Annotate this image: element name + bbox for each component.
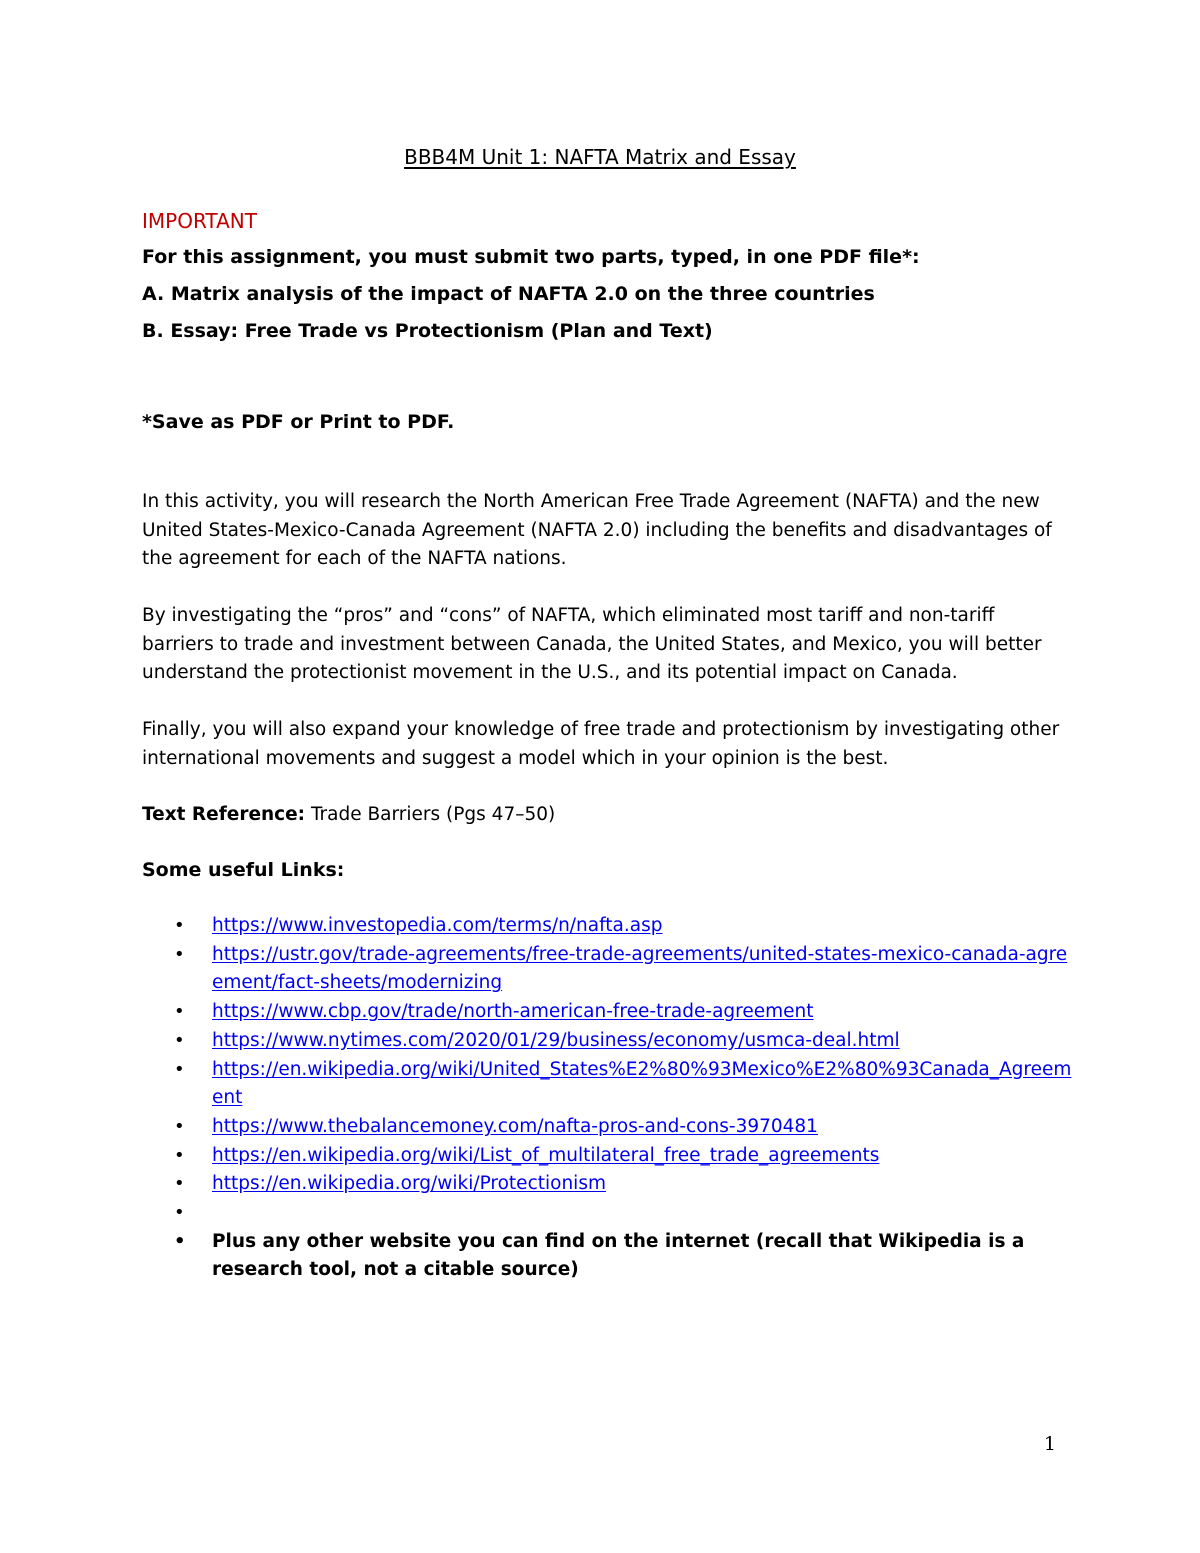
bullet-icon: • <box>174 1173 185 1195</box>
links-heading: Some useful Links: <box>142 859 345 881</box>
text-reference-value: Trade Barriers (Pgs 47–50) <box>305 804 556 825</box>
text-reference <box>142 802 555 828</box>
list-item <box>0 1113 1072 1142</box>
finally-paragraph: Finally, you will also expand your knowledge of free trade and protectionism by investigating other international movements and suggest a model which in your opinion is the best. <box>142 719 1060 769</box>
list-item <box>0 941 1072 998</box>
list-item-final <box>0 1228 1072 1285</box>
link-cbp[interactable]: https://www.cbp.gov/trade/north-american-free-trade-agreement <box>212 1001 814 1023</box>
link-wikipedia-protectionism[interactable]: https://en.wikipedia.org/wiki/Protectionism <box>212 1173 606 1195</box>
bullet-icon: • <box>174 915 185 936</box>
instruction-part-a: A. Matrix analysis of the impact of NAFTA 2.0 on the three countries <box>142 283 875 305</box>
important-label: IMPORTANT <box>142 209 257 233</box>
link-thebalancemoney[interactable]: https://www.thebalancemoney.com/nafta-pros-and-cons-3970481 <box>212 1115 818 1137</box>
bullet-icon: • <box>174 943 185 965</box>
bullet-icon: • <box>174 1001 185 1023</box>
document-title: BBB4M Unit 1: NAFTA Matrix and Essay <box>404 145 796 169</box>
list-item <box>0 912 1072 941</box>
bullet-icon: • <box>174 1202 185 1224</box>
bullet-icon: • <box>174 1144 185 1166</box>
link-nytimes[interactable]: https://www.nytimes.com/2020/01/29/business/economy/usmca-deal.html <box>212 1029 900 1051</box>
list-item <box>0 998 1072 1027</box>
list-item <box>0 1056 1072 1113</box>
list-item <box>0 1142 1072 1171</box>
instruction-part-b: B. Essay: Free Trade vs Protectionism (Plan and Text) <box>142 320 713 342</box>
intro-paragraph: In this activity, you will research the North American Free Trade Agreement (NAFTA) and the new United States-Mexico-Canada Agreement (NAFTA 2.0) including the benefits and disadvantages of the agreement for each of the NAFTA nations. <box>142 491 1052 569</box>
pros-cons-paragraph: By investigating the “pros” and “cons” of NAFTA, which eliminated most tariff and non-tariff barriers to trade and investment between Canada, the United States, and Mexico, you will better understand the protectionist movement in the U.S., and its potential impact on Canada. <box>142 605 1042 683</box>
link-wikipedia-usmca[interactable]: https://en.wikipedia.org/wiki/United_States%E2%80%93Mexico%E2%80%93Canada_Agreement <box>212 1058 1072 1109</box>
save-note: *Save as PDF or Print to PDF. <box>142 411 455 433</box>
text-reference-label: Text Reference: <box>142 804 306 825</box>
final-bullet-text: Plus any other website you can find on the internet (recall that Wikipedia is a research tool, not a citable source) <box>212 1230 1025 1281</box>
list-item <box>0 1027 1072 1056</box>
link-investopedia[interactable]: https://www.investopedia.com/terms/n/nafta.asp <box>212 915 663 936</box>
link-wikipedia-multilateral[interactable]: https://en.wikipedia.org/wiki/List_of_multilateral_free_trade_agreements <box>212 1144 880 1166</box>
bullet-icon: • <box>174 1058 185 1080</box>
link-ustr[interactable]: https://ustr.gov/trade-agreements/free-trade-agreements/united-states-mexico-canada-agreement/fact-sheets/modernizing <box>212 943 1068 994</box>
bullet-icon: • <box>174 1230 186 1252</box>
instruction-submit-parts: For this assignment, you must submit two parts, typed, in one PDF file*: <box>142 246 920 268</box>
page-number: 1 <box>1043 1433 1056 1455</box>
list-item <box>0 1170 1072 1199</box>
bullet-icon: • <box>174 1029 185 1051</box>
bullet-icon: • <box>174 1115 185 1137</box>
list-item-empty <box>0 1199 1072 1228</box>
links-list <box>0 912 1200 1285</box>
